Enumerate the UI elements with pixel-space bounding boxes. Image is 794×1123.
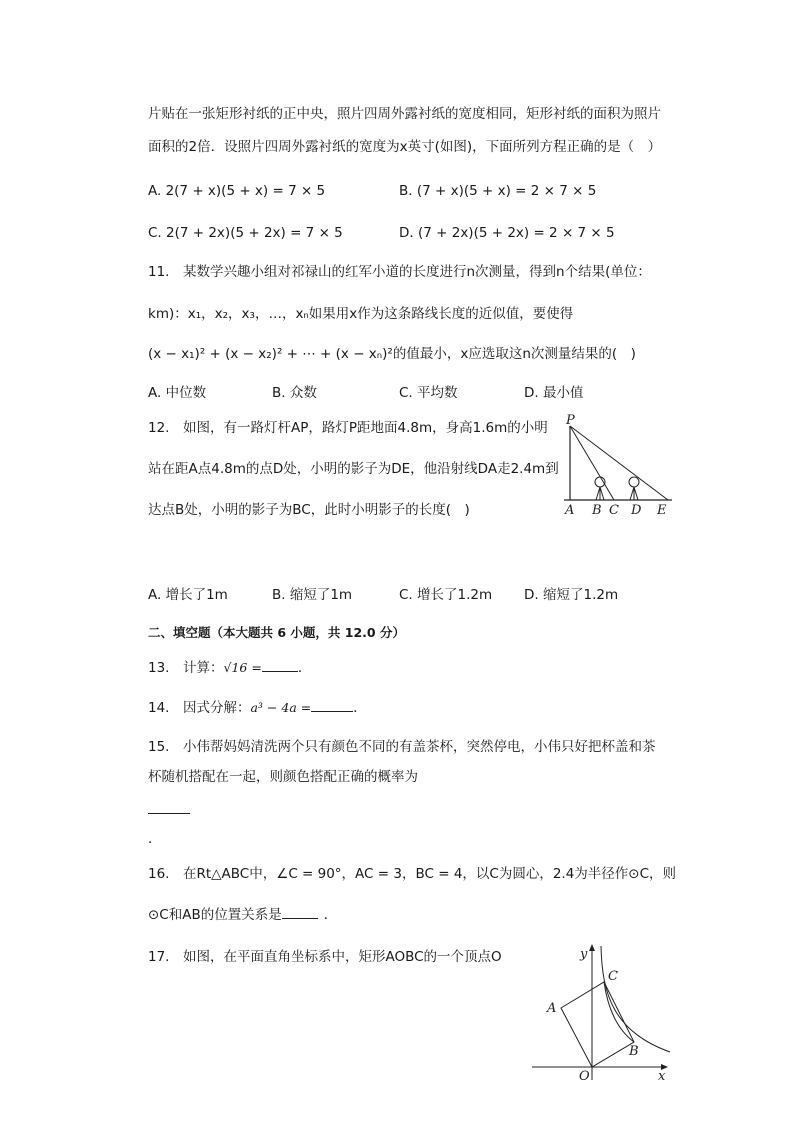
q12-stem-line1: 12. 如图，有一路灯杆AP，路灯P距地面4.8m，身高1.6m的小明 xyxy=(148,420,548,436)
q10-option-d: D. (7 + 2x)(5 + 2x) = 2 × 7 × 5 xyxy=(399,225,615,241)
q12-option-d: D. 缩短了1.2m xyxy=(524,587,619,603)
q10-stem-line2: 面积的2倍．设照片四周外露衬纸的宽度为x英寸(如图)，下面所列方程正确的是（ ） xyxy=(148,139,662,155)
q11-stem-line2: km)：x₁，x₂，x₃，…，xₙ如果用x作为这条路线长度的近似值，要使得 xyxy=(148,306,574,322)
label-x: x xyxy=(658,1069,666,1084)
q10-option-b: B. (7 + x)(5 + x) = 2 × 7 × 5 xyxy=(399,183,597,199)
label-B: B xyxy=(629,1044,639,1059)
ray-PE xyxy=(570,426,668,500)
q10-option-a: A. 2(7 + x)(5 + x) = 7 × 5 xyxy=(148,183,326,199)
q16-text: ⊙C和AB的位置关系是 xyxy=(148,907,282,923)
label-A: A xyxy=(565,503,575,518)
label-B: B xyxy=(592,503,602,518)
q12-option-b: B. 缩短了1m xyxy=(272,587,353,603)
q15-answer-blank[interactable] xyxy=(148,813,190,814)
q16-stem-line1: 16. 在Rt△ABC中，∠C = 90°，AC = 3，BC = 4，以C为圆心，2.4为半径作⊙C，则 xyxy=(148,866,677,882)
q13-suffix: ． xyxy=(297,660,312,676)
q12-stem-line3: 达点B处，小明的影子为BC，此时小明影子的长度( ) xyxy=(148,502,470,518)
q13 xyxy=(148,657,311,678)
section-heading-fill-in: 二、填空题（本大题共 6 小题，共 12.0 分） xyxy=(148,625,405,640)
q17-stem-line1: 17. 如图，在平面直角坐标系中，矩形AOBC的一个顶点O xyxy=(148,949,502,965)
q13-prefix: 13. 计算： xyxy=(148,660,224,676)
q13-expression: √16 = xyxy=(223,660,262,675)
q11-option-b: B. 众数 xyxy=(272,385,317,401)
label-D: D xyxy=(631,503,642,518)
q16-period: ． xyxy=(323,907,338,923)
q13-answer-blank[interactable] xyxy=(262,657,298,672)
q11-stem-line1: 11. 某数学兴趣小组对祁禄山的红军小道的长度进行n次测量，得到n个结果(单位： xyxy=(148,264,651,280)
q12-option-a: A. 增长了1m xyxy=(148,587,228,603)
q16-answer-blank[interactable] xyxy=(282,904,318,919)
q14-suffix: ． xyxy=(353,700,367,716)
q10-stem-line1: 片贴在一张矩形衬纸的正中央，照片四周外露衬纸的宽度相同，矩形衬纸的面积为照片 xyxy=(148,106,661,122)
label-E: E xyxy=(657,503,667,518)
hyperbola xyxy=(601,946,670,1052)
label-O: O xyxy=(579,1069,590,1084)
q11-option-d: D. 最小值 xyxy=(524,385,584,401)
label-y: y xyxy=(580,947,588,962)
q10-option-c: C. 2(7 + 2x)(5 + 2x) = 7 × 5 xyxy=(148,225,343,241)
q14-expression: a³ − 4a = xyxy=(250,700,312,715)
q11-option-c: C. 平均数 xyxy=(399,385,458,401)
q11-stem-line3: (x − x₁)² + (x − x₂)² + ⋯ + (x − xₙ)²的值最小，x应选取这n次测量结果的( ) xyxy=(148,346,636,362)
label-C: C xyxy=(608,969,618,984)
label-P: P xyxy=(566,413,575,428)
label-A: A xyxy=(547,1001,557,1016)
q17-coordinate-figure xyxy=(528,940,674,1085)
q12-option-c: C. 增长了1.2m xyxy=(399,587,493,603)
q14-prefix: 14. 因式分解： xyxy=(148,700,251,716)
q12-stem-line2: 站在距A点4.8m的点D处，小明的影子为DE，他沿射线DA走2.4m到 xyxy=(148,461,559,477)
label-C: C xyxy=(609,503,619,518)
q15-period: ． xyxy=(148,831,162,847)
q14 xyxy=(148,697,367,718)
q12-streetlight-figure xyxy=(556,412,676,522)
person-D-head xyxy=(629,477,639,487)
q16-stem-line2 xyxy=(148,904,337,925)
q14-answer-blank[interactable] xyxy=(311,697,353,712)
q11-option-a: A. 中位数 xyxy=(148,385,207,401)
ray-PC xyxy=(570,426,614,500)
q15-stem-line2: 杯随机搭配在一起，则颜色搭配正确的概率为 xyxy=(148,769,418,785)
q15-stem-line1: 15. 小伟帮妈妈清洗两个只有颜色不同的有盖茶杯，突然停电，小伟只好把杯盖和茶 xyxy=(148,739,656,755)
rectangle-AOBC xyxy=(561,982,634,1067)
